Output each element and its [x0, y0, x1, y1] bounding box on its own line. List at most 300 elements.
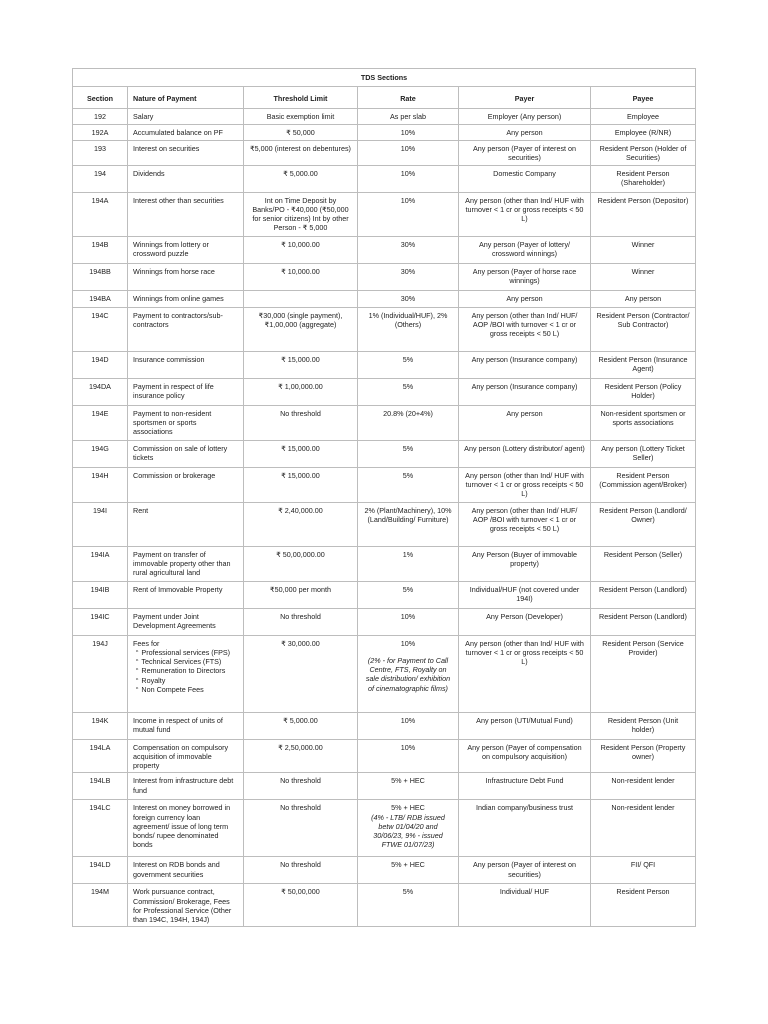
header-payer: Payer	[459, 87, 591, 109]
rate-cell-text: 30%	[400, 266, 416, 276]
section-cell	[73, 351, 128, 378]
payer-cell-text: Individual/ HUF	[499, 887, 550, 897]
section-cell-text: 192	[94, 112, 106, 122]
header-threshold: Threshold Limit	[244, 87, 358, 109]
nature-cell-text: Interest on money borrowed in foreign currency loan agreement/ issue of long term bonds/ rupee denominated bonds	[133, 803, 231, 850]
tds-sections-table	[72, 68, 696, 927]
payer-cell	[459, 109, 591, 125]
threshold-cell	[244, 800, 358, 857]
threshold-cell	[244, 739, 358, 773]
payer-cell	[459, 263, 591, 290]
rate-cell	[358, 546, 459, 581]
rate-cell-text: 5%	[402, 887, 414, 897]
nature-cell-text: Dividends	[133, 168, 165, 178]
section-cell	[73, 635, 128, 712]
payer-cell-text: Any person	[506, 293, 543, 303]
nature-cell-text: Payment to non-resident sportsmen or sports associations	[133, 408, 212, 437]
payee-cell-text: Winner	[631, 239, 655, 249]
section-cell	[73, 608, 128, 635]
rate-cell	[358, 467, 459, 502]
payee-cell	[591, 290, 696, 307]
threshold-cell-text: ₹ 50,00,000	[281, 887, 320, 897]
payer-cell	[459, 502, 591, 546]
payee-cell	[591, 546, 696, 581]
table-row	[73, 351, 696, 378]
payee-cell-text: Winner	[631, 266, 655, 276]
threshold-cell-text: ₹ 50,00,000.00	[276, 549, 325, 559]
section-cell-text: 194BA	[89, 293, 111, 303]
payer-cell-text: Domestic Company	[493, 168, 556, 178]
fees-list-item: “ Technical Services (FTS)	[136, 657, 238, 666]
payer-cell	[459, 739, 591, 773]
rate-cell-text: As per slab	[390, 112, 426, 122]
payee-cell-text: Non-resident lender	[611, 776, 675, 786]
nature-cell-text: Winnings from horse race	[133, 266, 215, 276]
payer-cell	[459, 546, 591, 581]
nature-cell-text: Payment in respect of life insurance policy	[133, 381, 214, 400]
table-row	[73, 773, 696, 800]
payer-cell-text: Any person (Insurance company)	[471, 381, 578, 391]
rate-cell	[358, 192, 459, 236]
payer-cell-text: Any person (other than Ind/ HUF/ AOP /BOI with turnover < 1 cr or gross receipts < 50 L)	[471, 310, 578, 339]
payee-cell	[591, 635, 696, 712]
payer-cell	[459, 290, 591, 307]
rate-cell	[358, 263, 459, 290]
nature-cell-text: Payment on transfer of immovable property other than rural agricultural land	[133, 549, 231, 578]
nature-cell	[128, 857, 244, 884]
header-nature: Nature of Payment	[128, 87, 244, 109]
nature-cell	[128, 608, 244, 635]
payer-cell	[459, 236, 591, 263]
payee-cell	[591, 141, 696, 165]
section-cell	[73, 800, 128, 857]
section-cell-text: 194K	[91, 715, 109, 725]
nature-cell-text: Accumulated balance on PF	[133, 128, 223, 138]
payer-cell-text: Any person (other than Ind/ HUF with turnover < 1 cr or gross receipts < 50 L)	[465, 470, 584, 499]
payer-cell-text: Any person (Payer of interest on securities)	[472, 860, 577, 879]
payer-cell-text: Any person (Payer of interest on securities)	[472, 144, 577, 163]
section-cell-text: 194	[94, 168, 106, 178]
nature-cell	[128, 884, 244, 927]
threshold-cell-text: ₹ 5,000.00	[283, 715, 318, 725]
nature-cell-text: Interest other than securities	[133, 195, 224, 205]
threshold-cell	[244, 141, 358, 165]
payee-cell	[591, 440, 696, 467]
section-cell-text: 194H	[91, 470, 109, 480]
section-cell-text: 192A	[91, 128, 109, 138]
section-cell	[73, 263, 128, 290]
table-row	[73, 290, 696, 307]
threshold-cell	[244, 546, 358, 581]
payer-cell	[459, 165, 591, 192]
nature-cell	[128, 712, 244, 739]
nature-cell	[128, 635, 244, 712]
payer-cell	[459, 857, 591, 884]
payee-cell	[591, 884, 696, 927]
nature-cell-text: Winnings from online games	[133, 293, 224, 303]
payer-cell	[459, 125, 591, 141]
table-row	[73, 109, 696, 125]
header-row	[73, 87, 696, 109]
section-cell	[73, 290, 128, 307]
threshold-cell	[244, 307, 358, 351]
threshold-cell	[244, 712, 358, 739]
section-cell	[73, 125, 128, 141]
threshold-cell	[244, 440, 358, 467]
rate-cell	[358, 800, 459, 857]
payer-cell	[459, 405, 591, 440]
fees-list	[133, 648, 238, 694]
payer-cell	[459, 773, 591, 800]
payee-cell	[591, 608, 696, 635]
section-cell	[73, 165, 128, 192]
fees-list-item: “ Professional services (FPS)	[136, 648, 238, 657]
payee-cell	[591, 125, 696, 141]
threshold-cell-text: No threshold	[280, 408, 321, 418]
payee-cell	[591, 502, 696, 546]
payer-cell	[459, 440, 591, 467]
threshold-cell	[244, 405, 358, 440]
section-cell	[73, 581, 128, 608]
threshold-cell-text: ₹ 2,50,000.00	[278, 742, 323, 752]
rate-cell-text: 10%	[400, 742, 416, 752]
table-row	[73, 800, 696, 857]
table-row	[73, 192, 696, 236]
nature-cell	[128, 440, 244, 467]
table-row	[73, 236, 696, 263]
payee-cell-text: Any person	[624, 293, 662, 303]
rate-cell	[358, 307, 459, 351]
rate-cell	[358, 581, 459, 608]
threshold-cell-text: ₹ 15,000.00	[281, 354, 320, 364]
payer-cell-text: Any Person (Buyer of immovable property)	[471, 549, 578, 568]
payee-cell	[591, 378, 696, 405]
threshold-cell-text: No threshold	[280, 803, 321, 813]
nature-cell-text: Income in respect of units of mutual fund	[133, 715, 223, 734]
threshold-cell-text: ₹ 2,40,000.00	[278, 505, 323, 515]
nature-cell-text: Interest on securities	[133, 144, 200, 154]
threshold-cell	[244, 351, 358, 378]
payee-cell-text: Resident Person (Service Provider)	[602, 638, 684, 657]
payer-cell-text: Any person	[506, 408, 543, 418]
payee-cell-text: Resident Person (Policy Holder)	[604, 381, 682, 400]
rate-cell	[358, 109, 459, 125]
rate-cell-text: 2% (Plant/Machinery), 10% (Land/Building/ Furniture)	[364, 505, 452, 524]
table-row	[73, 165, 696, 192]
nature-cell	[128, 800, 244, 857]
nature-cell-text: Commission on sale of lottery tickets	[133, 443, 228, 462]
payee-cell-text: Any person (Lottery Ticket Seller)	[601, 443, 685, 462]
threshold-cell	[244, 109, 358, 125]
payer-cell	[459, 351, 591, 378]
table-row	[73, 635, 696, 712]
payee-cell-text: Non-resident lender	[611, 803, 675, 813]
payee-cell	[591, 192, 696, 236]
rate-note: (4% - LTB/ RDB issued betw 01/04/20 and 30/06/23, 9% - issued FTWE 01/07/23)	[371, 812, 445, 850]
rate-cell-text: 10%	[400, 168, 416, 178]
payer-cell-text: Indian company/business trust	[475, 803, 574, 813]
rate-cell-text: 30%	[400, 293, 416, 303]
payee-cell-text: Resident Person (Depositor)	[597, 195, 689, 205]
section-cell	[73, 546, 128, 581]
payee-cell-text: Resident Person (Landlord)	[599, 584, 687, 594]
nature-cell	[128, 546, 244, 581]
threshold-cell	[244, 165, 358, 192]
payer-cell-text: Employer (Any person)	[487, 112, 562, 122]
table-row	[73, 712, 696, 739]
nature-cell	[128, 773, 244, 800]
section-cell	[73, 307, 128, 351]
rate-cell	[358, 635, 459, 712]
payee-cell-text: Resident Person (Landlord/ Owner)	[599, 505, 687, 524]
payer-cell-text: Any person (other than Ind/ HUF/ AOP /BOI with turnover < 1 cr or gross receipts < 50 L)	[471, 505, 578, 534]
threshold-cell	[244, 467, 358, 502]
rate-cell	[358, 884, 459, 927]
section-cell	[73, 440, 128, 467]
payer-cell	[459, 192, 591, 236]
nature-cell	[128, 581, 244, 608]
rate-cell	[358, 236, 459, 263]
section-cell-text: 194IB	[90, 584, 110, 594]
section-cell-text: 194J	[92, 638, 108, 648]
payee-cell-text: Resident Person (Landlord)	[599, 611, 687, 621]
rate-cell-text: 10%	[400, 144, 416, 154]
payer-cell-text: Any Person (Developer)	[486, 611, 563, 621]
table-body	[73, 109, 696, 927]
nature-cell	[128, 467, 244, 502]
section-cell	[73, 773, 128, 800]
table-row	[73, 739, 696, 773]
nature-cell-text: Commission or brokerage	[133, 470, 216, 480]
table-row	[73, 884, 696, 927]
nature-cell-text: Work pursuance contract, Commission/ Brokerage, Fees for Professional Service (Other than 194C, 194H, 194J)	[133, 887, 232, 924]
payee-cell-text: Resident Person (Property owner)	[600, 742, 686, 761]
rate-cell	[358, 351, 459, 378]
nature-cell	[128, 236, 244, 263]
table-row	[73, 608, 696, 635]
payer-cell	[459, 712, 591, 739]
section-cell-text: 194D	[91, 354, 109, 364]
section-cell-text: 194M	[91, 887, 109, 897]
header-rate: Rate	[358, 87, 459, 109]
payee-cell	[591, 263, 696, 290]
section-cell	[73, 405, 128, 440]
section-cell	[73, 236, 128, 263]
section-cell-text: 194C	[91, 310, 109, 320]
section-cell	[73, 857, 128, 884]
rate-cell-text: 10%	[400, 611, 416, 621]
rate-cell-text: 5%	[402, 443, 414, 453]
payee-cell	[591, 800, 696, 857]
rate-cell	[358, 857, 459, 884]
nature-cell-text: Payment under Joint Development Agreements	[133, 611, 216, 630]
rate-note: (2% - for Payment to Call Centre, FTS, Royalty on sale distribution/ exhibition of cinematographic films)	[365, 655, 451, 693]
section-cell	[73, 502, 128, 546]
payer-cell-text: Any person (Payer of lottery/ crossword winnings)	[478, 239, 571, 258]
payee-cell	[591, 165, 696, 192]
threshold-cell	[244, 857, 358, 884]
rate-cell	[358, 125, 459, 141]
payer-cell-text: Individual/HUF (not covered under 194I)	[469, 584, 580, 603]
table-row	[73, 440, 696, 467]
payee-cell-text: Resident Person (Contractor/ Sub Contractor)	[596, 310, 690, 329]
rate-cell-text: 20.8% (20+4%)	[383, 408, 433, 418]
table-row	[73, 378, 696, 405]
rate-cell-text: 1% (Individual/HUF), 2% (Others)	[368, 310, 448, 329]
rate-cell	[358, 608, 459, 635]
threshold-cell	[244, 125, 358, 141]
threshold-cell	[244, 192, 358, 236]
section-cell-text: 194A	[91, 195, 109, 205]
section-cell	[73, 739, 128, 773]
rate-cell	[358, 440, 459, 467]
table-row	[73, 467, 696, 502]
payee-cell	[591, 581, 696, 608]
section-cell-text: 194G	[91, 443, 109, 453]
table-row	[73, 405, 696, 440]
payer-cell	[459, 635, 591, 712]
threshold-cell-text: ₹ 10,000.00	[281, 239, 320, 249]
nature-cell-text: Payment to contractors/sub-contractors	[133, 310, 223, 329]
rate-cell	[358, 773, 459, 800]
table-row	[73, 581, 696, 608]
payee-cell	[591, 351, 696, 378]
section-cell	[73, 467, 128, 502]
threshold-cell-text: ₹50,000 per month	[270, 584, 331, 594]
threshold-cell	[244, 608, 358, 635]
table-row	[73, 263, 696, 290]
section-cell	[73, 378, 128, 405]
threshold-cell	[244, 635, 358, 712]
threshold-cell-text: ₹ 10,000.00	[281, 266, 320, 276]
nature-cell-text: Salary	[133, 112, 154, 122]
payee-cell	[591, 405, 696, 440]
threshold-cell-text: ₹30,000 (single payment), ₹1,00,000 (aggregate)	[258, 310, 343, 329]
payee-cell-text: Employee	[627, 112, 659, 122]
payee-cell-text: Resident Person (Unit holder)	[607, 715, 679, 734]
threshold-cell-text: ₹ 15,000.00	[281, 470, 320, 480]
payee-cell-text: Resident Person	[616, 887, 670, 897]
payer-cell	[459, 608, 591, 635]
payee-cell	[591, 739, 696, 773]
threshold-cell-text: ₹ 50,000	[286, 128, 315, 138]
nature-cell	[128, 109, 244, 125]
table-row	[73, 141, 696, 165]
section-cell-text: 194LC	[89, 803, 111, 813]
payer-cell-text: Any person (other than Ind/ HUF with turnover < 1 cr or gross receipts < 50 L)	[465, 638, 584, 667]
payer-cell-text: Any person (Payer of horse race winnings)	[472, 266, 577, 285]
payer-cell	[459, 307, 591, 351]
section-cell-text: 194LA	[89, 742, 111, 752]
threshold-cell-text: No threshold	[280, 860, 321, 870]
rate-cell	[358, 378, 459, 405]
rate-cell-text: 5%	[402, 470, 414, 480]
payer-cell-text: Infrastructure Debt Fund	[485, 776, 564, 786]
payer-cell-text: Any person (Insurance company)	[471, 354, 578, 364]
payer-cell	[459, 581, 591, 608]
nature-cell	[128, 165, 244, 192]
rate-cell-text: 30%	[400, 239, 416, 249]
rate-cell	[358, 165, 459, 192]
payee-cell	[591, 857, 696, 884]
payer-cell-text: Any person (Lottery distributor/ agent)	[464, 443, 585, 453]
payee-cell-text: Non-resident sportsmen or sports associations	[600, 408, 686, 427]
payer-cell	[459, 884, 591, 927]
payee-cell-text: Employee (R/NR)	[614, 128, 672, 138]
nature-cell	[128, 307, 244, 351]
payer-cell-text: Any person	[506, 128, 543, 138]
table-row	[73, 125, 696, 141]
section-cell	[73, 109, 128, 125]
rate-cell	[358, 141, 459, 165]
nature-cell	[128, 125, 244, 141]
rate-cell-text: 10%	[400, 638, 416, 648]
threshold-cell	[244, 581, 358, 608]
rate-cell-text: 10%	[400, 128, 416, 138]
rate-cell-text: 5%	[402, 354, 414, 364]
section-cell-text: 194BB	[89, 266, 111, 276]
rate-cell-text: 5% + HEC	[391, 776, 425, 786]
section-cell-text: 194I	[93, 505, 107, 515]
nature-cell	[128, 378, 244, 405]
nature-cell	[128, 351, 244, 378]
nature-cell	[128, 141, 244, 165]
fees-list-item: “ Non Compete Fees	[136, 685, 238, 694]
nature-cell-text: Compensation on compulsory acquisition of immovable property	[133, 742, 229, 771]
header-section: Section	[73, 87, 128, 109]
nature-cell	[128, 739, 244, 773]
section-cell-text: 194LB	[89, 776, 111, 786]
threshold-cell-text: ₹ 30,000.00	[281, 638, 320, 648]
payee-cell-text: FII/ QFI	[630, 860, 656, 870]
nature-cell	[128, 502, 244, 546]
nature-cell	[128, 263, 244, 290]
threshold-cell-text: ₹5,000 (interest on debentures)	[250, 144, 351, 154]
title-row	[73, 69, 696, 87]
fees-list-item: “ Remuneration to Directors	[136, 666, 238, 675]
section-cell	[73, 141, 128, 165]
payee-cell-text: Resident Person (Insurance Agent)	[598, 354, 688, 373]
section-cell-text: 194IC	[90, 611, 110, 621]
nature-cell-text: Insurance commission	[133, 354, 205, 364]
payee-cell	[591, 109, 696, 125]
section-cell-text: 194IA	[90, 549, 110, 559]
nature-cell-text: Fees for	[133, 638, 160, 648]
section-cell	[73, 712, 128, 739]
threshold-cell	[244, 290, 358, 307]
table-title: TDS Sections	[73, 69, 696, 87]
threshold-cell-text: ₹ 15,000.00	[281, 443, 320, 453]
rate-cell	[358, 405, 459, 440]
table-row	[73, 502, 696, 546]
payee-cell	[591, 236, 696, 263]
nature-cell-text: Interest on RDB bonds and government securities	[133, 860, 220, 879]
rate-cell-text: 1%	[402, 549, 414, 559]
threshold-cell-text: Int on Time Deposit by Banks/PO - ₹40,000 (₹50,000 for senior citizens) Int by other Person - ₹ 5,000	[252, 195, 349, 233]
rate-cell-text: 5% + HEC	[391, 860, 425, 870]
payee-cell	[591, 773, 696, 800]
payer-cell	[459, 141, 591, 165]
threshold-cell	[244, 378, 358, 405]
rate-cell-text: 5%	[402, 381, 414, 391]
threshold-cell-text: No threshold	[280, 611, 321, 621]
rate-cell	[358, 712, 459, 739]
threshold-cell	[244, 263, 358, 290]
nature-cell-text: Rent of Immovable Property	[133, 584, 223, 594]
rate-cell	[358, 739, 459, 773]
rate-cell-text: 5% + HEC	[391, 803, 425, 813]
payee-cell-text: Resident Person (Holder of Securities)	[599, 144, 687, 163]
